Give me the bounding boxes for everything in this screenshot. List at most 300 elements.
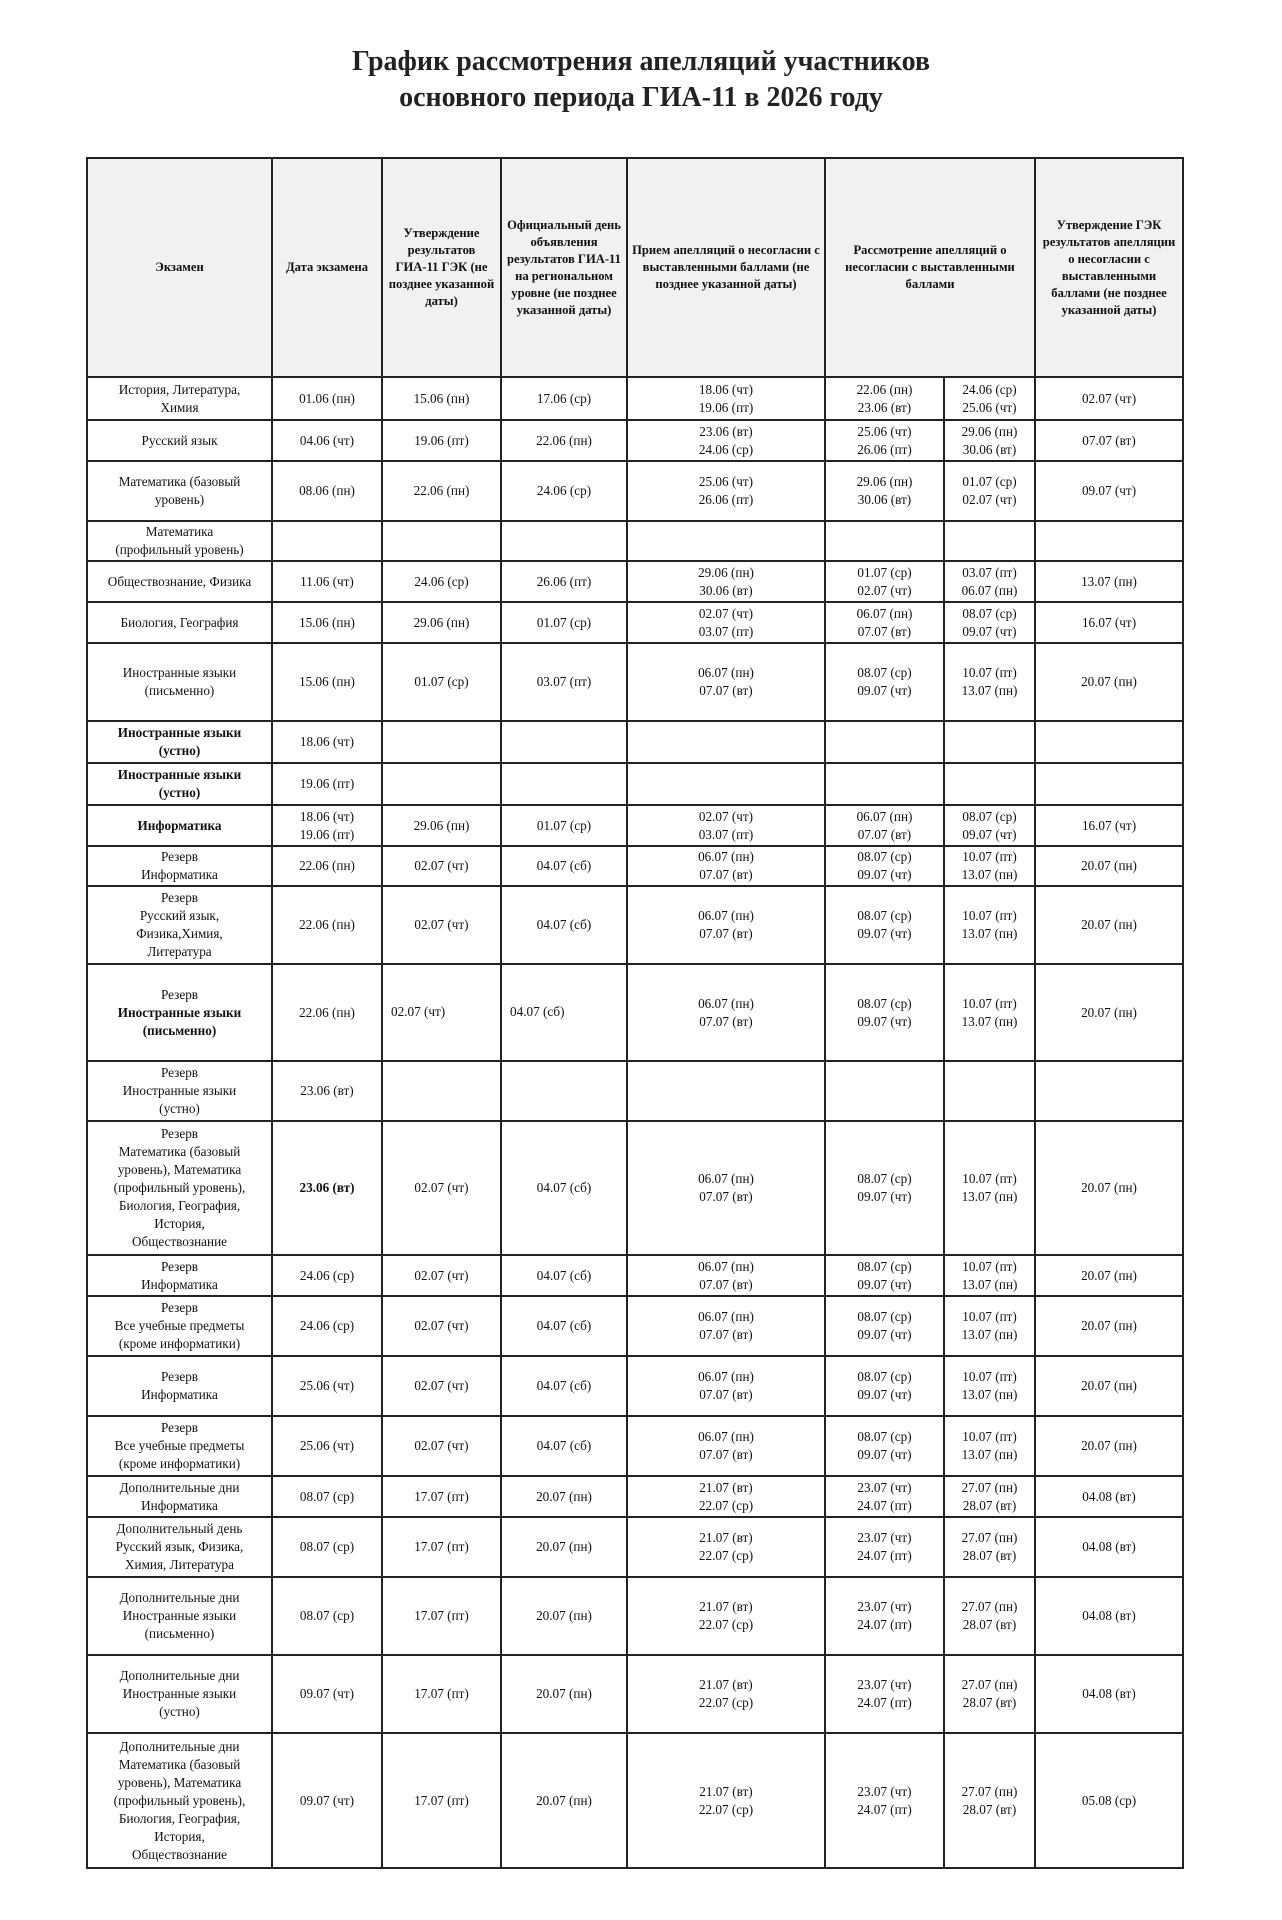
gek-appeal-approval-cell-value: 20.07 (пн) xyxy=(1081,917,1137,932)
appeal-receipt-cell-line: 21.07 (вт) xyxy=(699,1479,753,1495)
exam-date-cell xyxy=(272,763,382,805)
appeal-review-cell-1 xyxy=(825,886,944,964)
exam-cell-line: История, xyxy=(154,1828,205,1844)
gek-approval-cell xyxy=(382,1577,501,1655)
appeal-receipt-cell xyxy=(627,886,825,964)
appeal-review-cell-1-line: 24.07 (пт) xyxy=(857,1497,912,1513)
exam-cell-line: Резерв xyxy=(160,849,199,864)
appeal-review-cell-2 xyxy=(944,461,1035,521)
table-row xyxy=(87,1061,1183,1121)
appeal-review-cell-1-line: 08.07 (ср) xyxy=(857,665,912,680)
exam-cell-line: Информатика xyxy=(141,1497,218,1513)
gek-approval-cell xyxy=(382,1476,501,1517)
exam-date-cell-line: 04.06 (чт) xyxy=(299,432,355,448)
gek-approval-cell xyxy=(382,377,501,420)
gek-appeal-approval-cell xyxy=(1035,1476,1183,1517)
appeal-review-cell-2-line: 03.07 (пт) xyxy=(962,564,1017,580)
appeal-review-cell-1-line: 09.07 (чт) xyxy=(857,1447,912,1462)
exam-cell xyxy=(87,1255,272,1296)
gek-approval-cell xyxy=(382,1356,501,1416)
exam-cell-line: Химия, Литература xyxy=(125,1557,234,1572)
table-row xyxy=(87,1255,1183,1296)
appeal-receipt-cell-line: 06.07 (пн) xyxy=(698,1429,754,1444)
exam-cell xyxy=(87,377,272,420)
gek-approval-cell-value: 19.06 (пт) xyxy=(414,432,469,448)
appeal-receipt-cell-line: 03.07 (пт) xyxy=(698,826,754,842)
appeal-receipt-cell xyxy=(627,1476,825,1517)
exam-cell-line: Дополнительные дни xyxy=(119,1479,240,1495)
gek-approval-cell xyxy=(382,1255,501,1296)
appeal-review-cell-1 xyxy=(825,846,944,886)
gek-approval-cell-value: 22.06 (пн) xyxy=(413,483,470,498)
appeal-review-cell-1-line: 06.07 (пн) xyxy=(856,808,913,824)
gek-approval-cell xyxy=(382,964,501,1061)
gek-appeal-approval-cell-value: 09.07 (чт) xyxy=(1081,483,1137,498)
appeal-review-cell-2 xyxy=(944,1733,1035,1868)
exam-date-cell xyxy=(272,721,382,763)
exam-cell-line: История, Литература, xyxy=(118,381,241,397)
official-day-cell-value: 26.06 (пт) xyxy=(536,573,592,589)
gek-appeal-approval-cell-value: 02.07 (чт) xyxy=(1081,390,1137,406)
appeal-review-cell-2 xyxy=(944,964,1035,1061)
exam-date-cell xyxy=(272,561,382,602)
exam-cell-line: (устно) xyxy=(158,785,201,800)
official-day-cell xyxy=(501,377,627,420)
official-day-cell xyxy=(501,964,627,1061)
appeal-receipt-cell-line: 03.07 (пт) xyxy=(698,623,754,639)
appeal-review-cell-2-line: 24.06 (ср) xyxy=(962,381,1017,397)
table-row xyxy=(87,1655,1183,1733)
exam-date-cell-line: 25.06 (чт) xyxy=(299,1438,355,1453)
gek-appeal-approval-cell xyxy=(1035,521,1183,561)
exam-cell-line: Информатика xyxy=(137,817,222,833)
exam-date-cell xyxy=(272,964,382,1061)
appeal-review-cell-1 xyxy=(825,461,944,521)
appeal-review-cell-2-line: 29.06 (пн) xyxy=(961,423,1018,439)
official-day-cell xyxy=(501,886,627,964)
appeal-receipt-cell-line: 07.07 (вт) xyxy=(699,1327,753,1342)
table-row xyxy=(87,1476,1183,1517)
gek-approval-cell-value: 17.07 (пт) xyxy=(414,1488,469,1504)
appeal-review-cell-2-line: 10.07 (пт) xyxy=(962,1258,1017,1274)
appeal-review-cell-1 xyxy=(825,1476,944,1517)
appeal-receipt-cell xyxy=(627,1061,825,1121)
exam-cell-line: (профильный уровень), xyxy=(113,1792,246,1808)
exam-cell-line: Дополнительные дни xyxy=(119,1668,240,1683)
exam-cell-line: (письменно) xyxy=(142,1022,217,1038)
appeal-receipt-cell-line: 06.07 (пн) xyxy=(698,849,754,864)
exam-cell xyxy=(87,1476,272,1517)
table-row xyxy=(87,643,1183,721)
exam-cell-line: Биология, География, xyxy=(118,1198,241,1213)
appeal-review-cell-1-line: 23.07 (чт) xyxy=(857,1530,912,1545)
appeal-receipt-cell-line: 06.07 (пн) xyxy=(698,1309,754,1324)
exam-cell-line: Иностранные языки xyxy=(117,767,242,782)
exam-cell-line: Физика,Химия, xyxy=(136,926,223,941)
table-row xyxy=(87,1733,1183,1868)
appeal-receipt-cell xyxy=(627,1577,825,1655)
appeal-review-cell-2 xyxy=(944,521,1035,561)
appeal-review-cell-2 xyxy=(944,805,1035,846)
appeal-review-cell-1-line: 25.06 (чт) xyxy=(857,423,912,439)
appeal-review-cell-2-line: 13.07 (пн) xyxy=(961,926,1018,941)
official-day-cell xyxy=(501,521,627,561)
appeal-receipt-cell-line: 25.06 (чт) xyxy=(698,474,754,489)
appeal-review-cell-2-line: 10.07 (пт) xyxy=(962,908,1017,923)
exam-date-cell xyxy=(272,420,382,461)
gek-appeal-approval-cell xyxy=(1035,1655,1183,1733)
appeal-review-cell-1-line: 09.07 (чт) xyxy=(857,926,912,941)
exam-cell-line: Литература xyxy=(147,944,212,959)
exam-date-cell-line: 22.06 (пн) xyxy=(299,1004,355,1020)
exam-cell-line: (устно) xyxy=(159,1101,200,1116)
exam-date-cell xyxy=(272,1577,382,1655)
header-official-day: Официальный день объявления результатов ГИА-11 на региональном уровне (не позднее указанной даты) xyxy=(501,158,627,377)
exam-date-cell xyxy=(272,1517,382,1577)
gek-approval-cell-value: 01.07 (ср) xyxy=(414,674,469,689)
appeal-receipt-cell-line: 21.07 (вт) xyxy=(699,1677,753,1692)
exam-date-cell-line: 19.06 (пт) xyxy=(299,826,355,842)
table-row xyxy=(87,1296,1183,1356)
exam-date-cell xyxy=(272,602,382,643)
exam-date-cell-line: 11.06 (чт) xyxy=(300,573,354,589)
header-gek-appeal-approval: Утверждение ГЭК результатов апелляции о несогласии с выставленными баллами (не позднее указанной даты) xyxy=(1035,158,1183,377)
appeal-receipt-cell-line: 18.06 (чт) xyxy=(698,381,754,397)
official-day-cell xyxy=(501,643,627,721)
gek-approval-cell xyxy=(382,846,501,886)
appeal-review-cell-1-line: 23.07 (чт) xyxy=(857,1599,912,1614)
header-gek-approval: Утверждение результатов ГИА-11 ГЭК (не позднее указанной даты) xyxy=(382,158,501,377)
gek-approval-cell xyxy=(382,1655,501,1733)
appeal-receipt-cell-line: 26.06 (пт) xyxy=(698,492,754,507)
exam-date-cell xyxy=(272,1255,382,1296)
gek-approval-cell xyxy=(382,643,501,721)
exam-cell-line: Русский язык xyxy=(141,432,218,448)
appeal-review-cell-1-line: 01.07 (ср) xyxy=(857,564,912,580)
header-exam: Экзамен xyxy=(87,158,272,377)
gek-approval-cell xyxy=(382,1296,501,1356)
exam-cell xyxy=(87,763,272,805)
appeal-review-cell-1-line: 09.07 (чт) xyxy=(857,1189,912,1204)
gek-approval-cell xyxy=(382,461,501,521)
exam-cell xyxy=(87,1655,272,1733)
official-day-cell-value: 03.07 (пт) xyxy=(536,674,592,689)
exam-date-cell xyxy=(272,377,382,420)
appeal-review-cell-2-line: 27.07 (пн) xyxy=(961,1599,1018,1614)
gek-appeal-approval-cell-value: 20.07 (пн) xyxy=(1081,858,1137,873)
gek-appeal-approval-cell-value: 04.08 (вт) xyxy=(1082,1488,1136,1504)
exam-cell-line: Дополнительный день xyxy=(116,1521,243,1536)
appeal-review-cell-1 xyxy=(825,1517,944,1577)
title-line-1: График рассмотрения апелляций участников xyxy=(351,46,931,77)
exam-cell-line: Биология, География xyxy=(120,614,239,630)
exam-date-cell-line: 15.06 (пн) xyxy=(299,674,355,689)
exam-cell-line: Иностранные языки xyxy=(122,1686,237,1701)
exam-date-cell xyxy=(272,1655,382,1733)
appeal-review-cell-2 xyxy=(944,1476,1035,1517)
exam-cell-line: Иностранные языки xyxy=(122,665,237,680)
gek-appeal-approval-cell-value: 20.07 (пн) xyxy=(1081,674,1137,689)
exam-cell xyxy=(87,461,272,521)
appeal-review-cell-2-line: 13.07 (пн) xyxy=(961,683,1018,698)
official-day-cell-value: 04.07 (сб) xyxy=(536,917,592,932)
exam-date-cell xyxy=(272,1416,382,1476)
exam-cell-line: Русский язык, xyxy=(139,908,220,923)
appeal-receipt-cell-line: 22.07 (ср) xyxy=(698,1497,754,1513)
appeal-review-cell-1 xyxy=(825,377,944,420)
appeal-review-cell-2 xyxy=(944,1061,1035,1121)
appeal-review-cell-1-line: 07.07 (вт) xyxy=(857,826,912,842)
exam-date-cell xyxy=(272,1356,382,1416)
gek-appeal-approval-cell xyxy=(1035,721,1183,763)
appeal-receipt-cell xyxy=(627,763,825,805)
gek-appeal-approval-cell-value: 04.08 (вт) xyxy=(1082,1686,1136,1701)
gek-appeal-approval-cell-value: 20.07 (пн) xyxy=(1081,1267,1137,1283)
table-row xyxy=(87,1356,1183,1416)
appeal-review-cell-1-line: 08.07 (ср) xyxy=(857,1369,912,1384)
appeal-receipt-cell-line: 07.07 (вт) xyxy=(699,1189,753,1204)
official-day-cell-value: 04.07 (сб) xyxy=(510,1004,565,1019)
appeal-receipt-cell xyxy=(627,461,825,521)
exam-date-cell-line: 09.07 (чт) xyxy=(299,1686,355,1701)
appeal-review-cell-2-line: 13.07 (пн) xyxy=(961,1447,1018,1462)
appeal-receipt-cell-line: 06.07 (пн) xyxy=(698,665,754,680)
appeal-review-cell-1 xyxy=(825,602,944,643)
table-row xyxy=(87,1121,1183,1255)
appeal-receipt-cell-line: 02.07 (чт) xyxy=(698,808,754,824)
appeal-receipt-cell-line: 06.07 (пн) xyxy=(698,995,754,1011)
official-day-cell-value: 04.07 (сб) xyxy=(536,1180,592,1195)
table-row xyxy=(87,561,1183,602)
exam-cell xyxy=(87,1577,272,1655)
official-day-cell xyxy=(501,1296,627,1356)
gek-approval-cell xyxy=(382,602,501,643)
exam-date-cell-line: 15.06 (пн) xyxy=(299,614,355,630)
appeal-review-cell-2 xyxy=(944,1255,1035,1296)
gek-appeal-approval-cell xyxy=(1035,1733,1183,1868)
appeal-review-cell-1-line: 06.07 (пн) xyxy=(856,605,913,621)
appeal-review-cell-2-line: 13.07 (пн) xyxy=(961,1276,1018,1292)
table-row xyxy=(87,1577,1183,1655)
appeal-review-cell-1 xyxy=(825,721,944,763)
official-day-cell-value: 20.07 (пн) xyxy=(536,1488,592,1504)
exam-cell-line: (профильный уровень), xyxy=(113,1180,246,1195)
gek-approval-cell-value: 29.06 (пн) xyxy=(413,614,470,630)
official-day-cell-value: 17.06 (ср) xyxy=(536,390,592,406)
table-row xyxy=(87,521,1183,561)
exam-cell-line: Математика (базовый xyxy=(118,1756,241,1772)
table-row xyxy=(87,886,1183,964)
exam-date-cell-line: 25.06 (чт) xyxy=(299,1378,355,1393)
gek-appeal-approval-cell-value: 20.07 (пн) xyxy=(1081,1438,1137,1453)
exam-cell-line: Иностранные языки xyxy=(117,1004,242,1020)
exam-cell xyxy=(87,721,272,763)
official-day-cell xyxy=(501,1733,627,1868)
appeal-review-cell-1 xyxy=(825,1416,944,1476)
table-row xyxy=(87,1517,1183,1577)
appeal-review-cell-2-line: 10.07 (пт) xyxy=(962,665,1017,680)
appeal-review-cell-2-line: 13.07 (пн) xyxy=(961,1189,1018,1204)
exam-date-cell-line: 01.06 (пн) xyxy=(299,390,355,406)
appeal-review-cell-2-line: 08.07 (ср) xyxy=(962,605,1017,621)
appeal-receipt-cell-line: 02.07 (чт) xyxy=(698,605,754,621)
official-day-cell xyxy=(501,721,627,763)
exam-date-cell xyxy=(272,461,382,521)
gek-approval-cell xyxy=(382,561,501,602)
exam-cell-line: Обществознание, Физика xyxy=(107,573,252,589)
gek-approval-cell-value: 02.07 (чт) xyxy=(414,858,469,873)
gek-approval-cell-value: 02.07 (чт) xyxy=(414,1267,469,1283)
official-day-cell-value: 20.07 (пн) xyxy=(536,1792,592,1808)
exam-cell-line: Биология, География, xyxy=(118,1810,241,1826)
appeal-review-cell-2-line: 27.07 (пн) xyxy=(961,1677,1018,1692)
exam-cell xyxy=(87,1517,272,1577)
appeal-review-cell-2 xyxy=(944,561,1035,602)
appeal-review-cell-2 xyxy=(944,377,1035,420)
header-appeal-review: Рассмотрение апелляций о несогласии с выставленными баллами xyxy=(825,158,1035,377)
gek-appeal-approval-cell xyxy=(1035,1255,1183,1296)
appeal-review-cell-1-line: 23.07 (чт) xyxy=(857,1783,912,1799)
exam-date-cell xyxy=(272,846,382,886)
exam-date-cell xyxy=(272,1476,382,1517)
gek-appeal-approval-cell-value: 16.07 (чт) xyxy=(1081,817,1137,833)
exam-cell xyxy=(87,561,272,602)
exam-cell-line: (кроме информатики) xyxy=(118,1336,241,1351)
exam-cell xyxy=(87,643,272,721)
table-header-row xyxy=(87,158,1183,377)
appeal-receipt-cell xyxy=(627,1733,825,1868)
exam-date-cell-line: 22.06 (пн) xyxy=(299,917,355,932)
exam-cell xyxy=(87,1356,272,1416)
appeal-review-cell-1-line: 23.07 (чт) xyxy=(857,1677,912,1692)
gek-approval-cell xyxy=(382,1121,501,1255)
appeal-review-cell-2-line: 27.07 (пн) xyxy=(961,1783,1018,1799)
gek-appeal-approval-cell-value: 20.07 (пн) xyxy=(1081,1378,1137,1393)
table-body xyxy=(87,377,1183,1868)
appeal-review-cell-1-line: 09.07 (чт) xyxy=(857,1327,912,1342)
appeal-receipt-cell xyxy=(627,721,825,763)
appeal-receipt-cell xyxy=(627,643,825,721)
gek-approval-cell-value: 17.07 (пт) xyxy=(414,1792,469,1808)
exam-date-cell xyxy=(272,1296,382,1356)
gek-approval-cell-value: 29.06 (пн) xyxy=(413,817,470,833)
gek-appeal-approval-cell xyxy=(1035,643,1183,721)
appeal-review-cell-1 xyxy=(825,1296,944,1356)
appeal-review-cell-2-line: 28.07 (вт) xyxy=(962,1497,1017,1513)
appeal-receipt-cell-line: 21.07 (вт) xyxy=(699,1599,753,1614)
gek-appeal-approval-cell xyxy=(1035,763,1183,805)
appeal-receipt-cell-line: 06.07 (пн) xyxy=(698,1258,754,1274)
official-day-cell xyxy=(501,461,627,521)
exam-cell-line: Резерв xyxy=(160,1258,199,1274)
exam-cell-line: Резерв xyxy=(160,1369,199,1384)
appeal-review-cell-1-line: 02.07 (чт) xyxy=(857,582,912,598)
appeal-review-cell-1 xyxy=(825,1655,944,1733)
appeal-review-cell-1-line: 22.06 (пн) xyxy=(856,381,913,397)
appeal-review-cell-2-line: 13.07 (пн) xyxy=(961,867,1018,882)
gek-appeal-approval-cell-value: 16.07 (чт) xyxy=(1081,614,1137,630)
exam-cell-line: Математика xyxy=(145,524,214,539)
appeal-review-cell-2 xyxy=(944,1655,1035,1733)
exam-date-cell xyxy=(272,1121,382,1255)
exam-cell-line: Иностранные языки xyxy=(122,1083,237,1098)
appeal-review-cell-2 xyxy=(944,1577,1035,1655)
appeal-receipt-cell-line: 06.07 (пн) xyxy=(698,1171,754,1186)
gek-approval-cell xyxy=(382,1733,501,1868)
exam-cell-line: (кроме информатики) xyxy=(118,1456,241,1471)
exam-cell-line: Обществознание xyxy=(131,1234,227,1249)
appeal-review-cell-2 xyxy=(944,1416,1035,1476)
gek-approval-cell-value: 02.07 (чт) xyxy=(414,917,469,932)
appeal-review-cell-1 xyxy=(825,1255,944,1296)
table-row xyxy=(87,1416,1183,1476)
gek-approval-cell-value: 02.07 (чт) xyxy=(391,1004,446,1019)
appeal-review-cell-1 xyxy=(825,805,944,846)
gek-appeal-approval-cell xyxy=(1035,602,1183,643)
appeal-receipt-cell-line: 29.06 (пн) xyxy=(698,564,754,580)
exam-cell xyxy=(87,602,272,643)
appeal-review-cell-1-line: 09.07 (чт) xyxy=(857,683,912,698)
exam-date-cell-line: 18.06 (чт) xyxy=(299,808,355,824)
appeal-receipt-cell-line: 07.07 (вт) xyxy=(699,867,753,882)
header-appeal-receipt: Прием апелляций о несогласии с выставленными баллами (не позднее указанной даты) xyxy=(627,158,825,377)
appeal-review-cell-2-line: 02.07 (чт) xyxy=(962,492,1017,507)
exam-cell-line: Резерв xyxy=(160,1126,199,1141)
appeal-review-cell-2-line: 10.07 (пт) xyxy=(962,1309,1017,1324)
appeal-receipt-cell xyxy=(627,420,825,461)
table-row xyxy=(87,602,1183,643)
exam-cell-line: Дополнительные дни xyxy=(119,1590,240,1605)
gek-approval-cell-value: 17.07 (пт) xyxy=(414,1608,469,1623)
appeal-review-cell-1 xyxy=(825,1733,944,1868)
appeal-review-cell-1-line: 24.07 (пт) xyxy=(857,1548,912,1563)
appeal-review-cell-2-line: 13.07 (пн) xyxy=(961,1013,1018,1029)
exam-cell xyxy=(87,846,272,886)
appeal-review-cell-1-line: 29.06 (пн) xyxy=(856,474,913,489)
exam-date-cell-line: 08.06 (пн) xyxy=(299,483,355,498)
official-day-cell xyxy=(501,1121,627,1255)
appeal-review-cell-2-line: 09.07 (чт) xyxy=(962,623,1017,639)
appeal-review-cell-2-line: 27.07 (пн) xyxy=(961,1530,1018,1545)
exam-cell-line: (профильный уровень) xyxy=(115,542,244,557)
table-row xyxy=(87,420,1183,461)
gek-approval-cell-value: 24.06 (ср) xyxy=(414,573,469,589)
exam-cell-line: Математика (базовый xyxy=(118,474,241,489)
gek-appeal-approval-cell-value: 07.07 (вт) xyxy=(1082,432,1136,448)
appeal-review-cell-1-line: 09.07 (чт) xyxy=(857,1013,912,1029)
appeal-review-cell-1 xyxy=(825,1061,944,1121)
gek-appeal-approval-cell xyxy=(1035,1416,1183,1476)
appeal-receipt-cell xyxy=(627,805,825,846)
appeal-review-cell-2-line: 13.07 (пн) xyxy=(961,1387,1018,1402)
appeal-review-cell-1-line: 26.06 (пт) xyxy=(857,441,912,457)
exam-date-cell xyxy=(272,521,382,561)
appeal-receipt-cell-line: 22.07 (ср) xyxy=(698,1548,754,1563)
appeal-receipt-cell xyxy=(627,1517,825,1577)
gek-appeal-approval-cell-value: 04.08 (вт) xyxy=(1082,1608,1136,1623)
gek-approval-cell xyxy=(382,721,501,763)
appeal-review-cell-1-line: 23.07 (чт) xyxy=(857,1479,912,1495)
appeal-receipt-cell-line: 23.06 (вт) xyxy=(699,423,753,439)
official-day-cell xyxy=(501,1655,627,1733)
gek-approval-cell xyxy=(382,1416,501,1476)
exam-cell xyxy=(87,420,272,461)
appeal-review-cell-1 xyxy=(825,1356,944,1416)
exam-cell-line: (устно) xyxy=(158,743,201,758)
appeal-review-cell-2 xyxy=(944,846,1035,886)
appeal-receipt-cell xyxy=(627,1655,825,1733)
gek-appeal-approval-cell xyxy=(1035,461,1183,521)
